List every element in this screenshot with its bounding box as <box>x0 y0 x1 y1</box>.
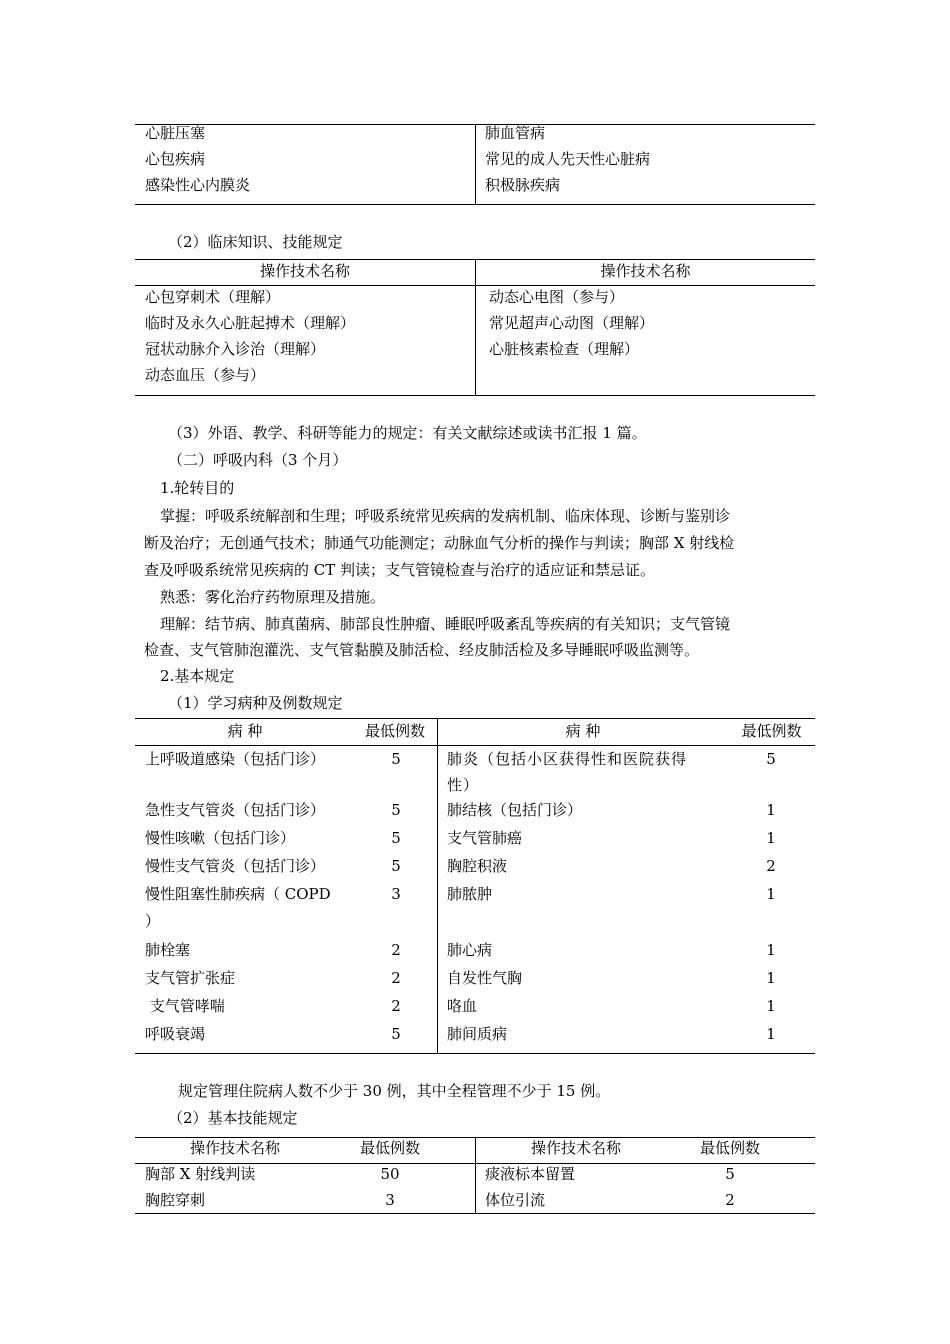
paragraph: 断及治疗；无创通气技术；肺通气功能测定；动脉血气分析的操作与判读；胸部 X 射线检 <box>144 534 735 552</box>
min-count: 50 <box>380 1165 400 1183</box>
disease-name: 急性支气管炎（包括门诊） <box>145 801 326 819</box>
table2-right-col <box>489 284 654 362</box>
min-count: 2 <box>391 941 401 959</box>
min-count: 5 <box>391 829 401 847</box>
disease-name: 肺脓肿 <box>447 885 493 903</box>
disease-name: 慢性阻塞性肺疾病（ COPD ） <box>145 885 331 930</box>
table-header: 操作技术名称 <box>530 1139 621 1157</box>
list-item: 心脏核素检查（理解） <box>489 340 640 358</box>
min-count: 1 <box>766 969 776 987</box>
list-item: 临时及永久心脏起搏术（理解） <box>145 314 356 332</box>
min-count: 1 <box>766 801 776 819</box>
min-count: 3 <box>391 885 401 903</box>
skill-name: 胸部 X 射线判读 <box>145 1165 256 1183</box>
paragraph: 掌握：呼吸系统解剖和生理；呼吸系统常见疾病的发病机制、临床体现、诊断与鉴别诊 <box>160 507 731 525</box>
min-count: 5 <box>725 1165 735 1183</box>
list-item: 肺血管病 <box>485 124 546 142</box>
table-header: 操作技术名称 <box>259 262 350 280</box>
min-count: 2 <box>391 969 401 987</box>
list-item: 心包穿刺术（理解） <box>145 288 281 306</box>
min-count: 5 <box>391 857 401 875</box>
table1-left-col <box>145 120 250 198</box>
min-count: 5 <box>391 1025 401 1043</box>
list-item: 心脏压塞 <box>145 124 206 142</box>
min-count: 1 <box>766 997 776 1015</box>
table-header: 操作技术名称 <box>600 262 691 280</box>
table-header: 操作技术名称 <box>189 1139 280 1157</box>
section-heading: （2）临床知识、技能规定 <box>168 233 343 251</box>
disease-name: 肺心病 <box>447 941 493 959</box>
min-count: 5 <box>391 750 401 768</box>
disease-name: 自发性气胸 <box>447 969 523 987</box>
disease-name: 支气管扩张症 <box>145 969 236 987</box>
section-heading: （二）呼吸内科（3 个月） <box>168 451 348 469</box>
min-count: 2 <box>766 857 776 875</box>
paragraph: 查及呼吸系统常见疾病的 CT 判读；支气管镜检查与治疗的适应证和禁忌证。 <box>144 561 656 579</box>
list-item: 积极脉疾病 <box>485 176 561 194</box>
disease-name: 肺间质病 <box>447 1025 508 1043</box>
list-item: 冠状动脉介入诊治（理解） <box>145 340 326 358</box>
disease-name: 慢性咳嗽（包括门诊） <box>145 829 296 847</box>
section-heading: 2.基本规定 <box>160 667 235 685</box>
min-count: 1 <box>766 941 776 959</box>
paragraph: 规定管理住院病人数不少于 30 例，其中全程管理不少于 15 例。 <box>178 1082 611 1100</box>
list-item: 常见的成人先天性心脏病 <box>485 150 651 168</box>
paragraph: （3）外语、教学、科研等能力的规定：有关文献综述或读书汇报 1 篇。 <box>168 424 647 442</box>
disease-name: 呼吸衰竭 <box>145 1025 206 1043</box>
list-item: 动态血压（参与） <box>145 366 266 384</box>
paragraph: 熟悉：雾化治疗药物原理及措施。 <box>160 588 386 606</box>
list-item: 常见超声心动图（理解） <box>489 314 655 332</box>
disease-name: 肺栓塞 <box>145 941 191 959</box>
min-count: 3 <box>385 1191 395 1209</box>
min-count: 1 <box>766 829 776 847</box>
table-header: 最低例数 <box>699 1139 760 1157</box>
min-count: 5 <box>766 750 776 768</box>
table-header: 病 种 <box>565 722 601 740</box>
list-item: 动态心电图（参与） <box>489 288 625 306</box>
table-header: 病 种 <box>227 722 263 740</box>
disease-name: 咯血 <box>447 997 478 1015</box>
min-count: 1 <box>766 1025 776 1043</box>
section-heading: （1）学习病种及例数规定 <box>168 694 343 712</box>
min-count: 2 <box>725 1191 735 1209</box>
skill-name: 胸腔穿刺 <box>145 1191 206 1209</box>
paragraph: 检查、支气管肺泡灌洗、支气管黏膜及肺活检、经皮肺活检及多导睡眠呼吸监测等。 <box>144 641 700 659</box>
disease-name: 慢性支气管炎（包括门诊） <box>145 857 326 875</box>
list-item: 心包疾病 <box>145 150 206 168</box>
section-heading: （2）基本技能规定 <box>168 1109 298 1127</box>
table-header: 最低例数 <box>364 722 425 740</box>
paragraph: 理解：结节病、肺真菌病、肺部良性肿瘤、睡眠呼吸紊乱等疾病的有关知识；支气管镜 <box>160 615 731 633</box>
table-header: 最低例数 <box>359 1139 420 1157</box>
disease-name: 支气管哮喘 <box>145 997 225 1015</box>
table1-right-col <box>485 120 650 198</box>
section-heading: 1.轮转目的 <box>160 479 235 497</box>
disease-name: 肺结核（包括门诊） <box>447 801 583 819</box>
disease-name: 肺炎（包括小区获得性和医院获得 性） <box>447 750 688 794</box>
disease-name: 支气管肺癌 <box>447 829 523 847</box>
list-item: 感染性心内膜炎 <box>145 176 251 194</box>
min-count: 2 <box>391 997 401 1015</box>
skill-name: 痰液标本留置 <box>485 1165 576 1183</box>
table2-left-col <box>145 284 355 388</box>
min-count: 1 <box>766 885 776 903</box>
disease-name: 胸腔积液 <box>447 857 508 875</box>
disease-name: 上呼吸道感染（包括门诊） <box>145 750 326 768</box>
skill-name: 体位引流 <box>485 1191 546 1209</box>
min-count: 5 <box>391 801 401 819</box>
table-header: 最低例数 <box>741 722 802 740</box>
